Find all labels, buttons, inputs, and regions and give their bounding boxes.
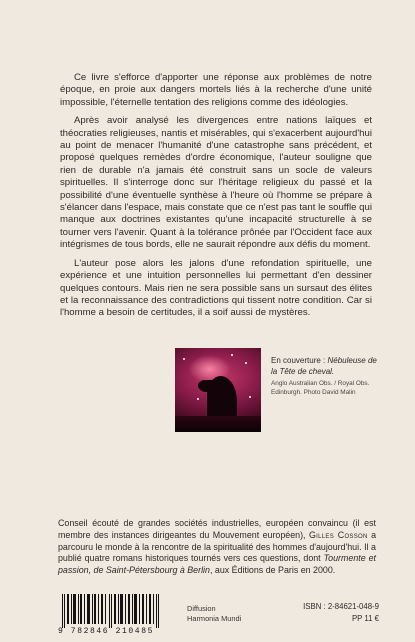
author-bio — [58, 518, 376, 577]
star — [231, 354, 233, 356]
dark-cloud — [175, 416, 261, 432]
author-name: Gilles Cosson — [308, 529, 368, 540]
distributor-name: Harmonia Mundi — [187, 614, 242, 623]
distribution-label: Diffusion — [187, 604, 216, 613]
isbn: ISBN : 2-84621-048-9 — [303, 602, 379, 611]
blurb-paragraph-2: Après avoir analysé les divergences entre nations laïques et théocraties religieuses, nantis et misérables, qui s'exacerbent aujourd'hui au point de menacer l'humanité d'une catastrophe sans précédent, et proposé quelques remèdes d'ordre économique, l'auteur souligne que rien de durable n'a jamais été construit sans un socle de valeurs spirituelles. Il s'interroge donc sur l'héritage religieux du passé et la possibilité d'une éventuelle synthèse à l'heure où l'homme se prépare à s'élancer dans l'espace, mais constate que ce n'est pas tant le souffle qui manque aux doctrines existantes qu'une incapacité structurelle à se tourner vers l'avenir. Quant à la tolérance prônée par l'Occident face aux intégrismes de tous bords, elle ne saurait répondre aux défis du moment. — [60, 115, 372, 251]
bio-text-part: a parcouru le monde à la rencontre de la spiritualité des hommes d'aujourd'hui. Il a publié quatre romans historiques tournés vers ces questions, dont — [58, 529, 377, 564]
author-bio-paragraph — [58, 518, 376, 577]
star — [183, 358, 185, 360]
barcode-digits: 9 782846 210485 — [58, 627, 155, 636]
distribution-info — [187, 604, 241, 624]
barcode-bars — [62, 594, 160, 628]
star — [245, 362, 247, 364]
price: PP 11 € — [351, 614, 379, 623]
barcode — [62, 594, 160, 628]
caption-credits: Anglo Australian Obs. / Royal Obs. Edinburgh. Photo David Malin — [271, 380, 370, 396]
blurb-text — [60, 72, 372, 320]
blurb-paragraph-1: Ce livre s'efforce d'apporter une réponse aux problèmes de notre époque, en proie aux dangers mortels liés à la recherche d'une unité impossible, l'éternelle tentation des religions comme des idéologies. — [60, 72, 372, 108]
caption-lead: En couverture : — [271, 356, 328, 365]
blurb-paragraph-3: L'auteur pose alors les jalons d'une refondation spirituelle, une expérience et une intuition personnelles lui permettant d'en dessiner quelques contours. Mais rien ne sera possible sans un sursaut des élites et la reconnaissance des contradictions qui tissent notre condition. Car si l'homme a besoin de certitudes, il a soif aussi de mystères. — [60, 257, 372, 319]
star — [197, 398, 199, 400]
bio-text-part: , aux Éditions de Paris en 2000. — [209, 565, 336, 576]
horsehead-nebula-photo — [175, 348, 261, 432]
cover-caption — [271, 356, 381, 397]
bio-text-part: Conseil écouté de grandes sociétés industrielles, européen convaincu (il est membre des instances dirigeantes du Mouvement européen), — [58, 518, 376, 540]
book-title: Tourmente et passion, de Saint-Pétersbourg à Berlin — [58, 553, 377, 576]
star — [249, 396, 251, 398]
caption-title: Nébuleuse de la Tête de cheval. — [271, 356, 377, 376]
